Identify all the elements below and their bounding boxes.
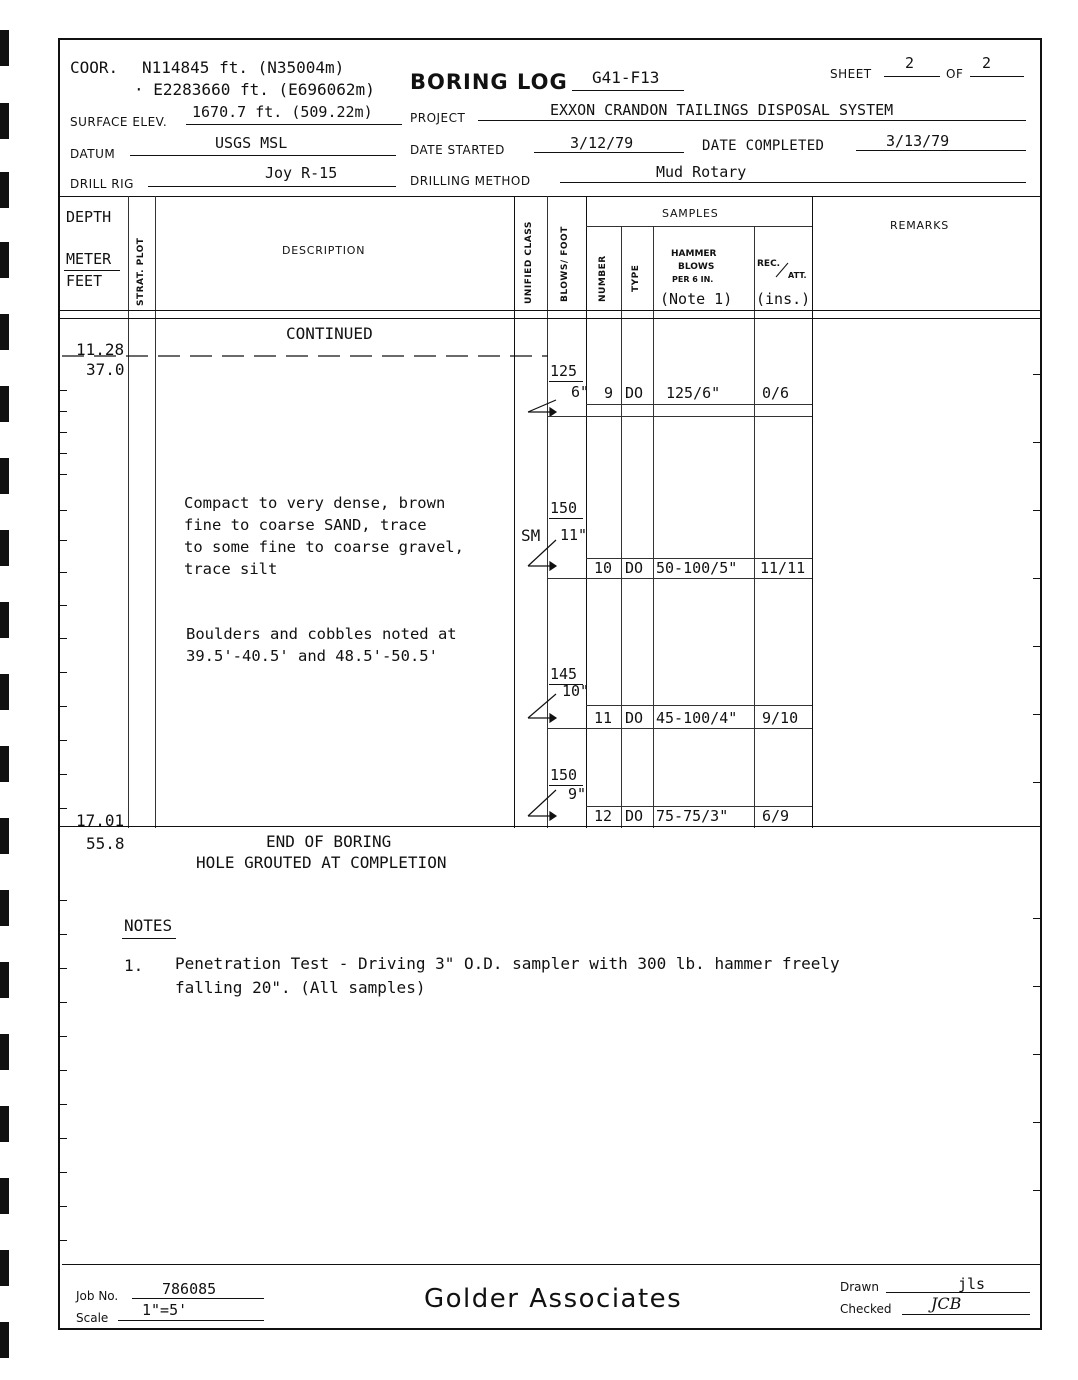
- sheet-total: 2: [982, 54, 992, 72]
- sample-type: DO: [625, 559, 644, 577]
- blows-inches: 11": [560, 526, 588, 544]
- blows-inches: 10": [562, 682, 590, 700]
- drawn-initials: jls: [958, 1275, 986, 1293]
- drill-rig: Joy R-15: [265, 164, 338, 182]
- job-number: 786085: [162, 1280, 217, 1298]
- sample-hammer-blows: 75-75/3": [656, 807, 729, 825]
- punch-hole: [0, 602, 9, 638]
- samples-header: SAMPLES: [662, 207, 719, 220]
- sample-recovery: 6/9: [762, 807, 790, 825]
- date-completed: 3/13/79: [886, 132, 950, 150]
- project-name: EXXON CRANDON TAILINGS DISPOSAL SYSTEM: [550, 101, 894, 119]
- checked-signature: [928, 1291, 980, 1315]
- drill-rig-label: DRILL RIG: [70, 177, 134, 191]
- datum: USGS MSL: [215, 134, 288, 152]
- punch-hole: [0, 172, 9, 208]
- coor-east: · E2283660 ft. (E696062m): [134, 80, 375, 99]
- scale-label: Scale: [76, 1311, 109, 1325]
- notes-heading: NOTES: [124, 916, 173, 935]
- blows-value: 145: [550, 665, 578, 683]
- bottom-depth-feet: 55.8: [86, 834, 125, 853]
- top-depth-meter: 11.28: [76, 340, 125, 359]
- hammer-header: HAMMER: [671, 249, 717, 259]
- drilling-method-label: DRILLING METHOD: [410, 174, 531, 188]
- per-6in-header: PER 6 IN.: [672, 275, 714, 284]
- unified-class-value: SM: [521, 526, 541, 545]
- project-label: PROJECT: [410, 111, 466, 125]
- datum-label: DATUM: [70, 147, 116, 161]
- scale-value: 1"=5': [142, 1301, 188, 1319]
- meter-header: METER: [66, 250, 112, 268]
- blows-value: 125: [550, 362, 578, 380]
- company-name: Golder Associates: [424, 1284, 683, 1314]
- boring-id: G41-F13: [592, 68, 660, 87]
- blows-value: 150: [550, 766, 578, 784]
- blows-inches: 9": [568, 785, 587, 803]
- date-started: 3/12/79: [570, 134, 634, 152]
- rec-units: (ins.): [756, 290, 811, 308]
- punch-hole: [0, 103, 9, 139]
- blows-per-foot-header: BLOWS/ FOOT: [560, 226, 570, 302]
- hammer-note: (Note 1): [660, 290, 733, 308]
- log-title: BORING LOG: [410, 70, 568, 94]
- sample-hammer-blows: 45-100/4": [656, 709, 738, 727]
- bottom-depth-meter: 17.01: [76, 811, 125, 830]
- type-header: TYPE: [631, 264, 641, 292]
- punch-hole: [0, 458, 9, 494]
- note-line-1: Penetration Test - Driving 3" O.D. sampler with 300 lb. hammer freely: [175, 954, 840, 973]
- strat-plot-header: STRAT. PLOT: [136, 237, 146, 306]
- description-header: DESCRIPTION: [282, 244, 366, 257]
- coor-north: N114845 ft. (N35004m): [142, 58, 345, 77]
- date-completed-label: DATE COMPLETED: [702, 138, 825, 154]
- coor-label: COOR.: [70, 58, 119, 77]
- sample-hammer-blows: 50-100/5": [656, 559, 738, 577]
- rec-header: REC.: [757, 259, 781, 269]
- sample-number: 12: [594, 807, 613, 825]
- sample-pointers: [526, 390, 586, 830]
- punch-hole: [0, 1178, 9, 1214]
- top-depth-feet: 37.0: [86, 360, 125, 379]
- depth-header: DEPTH: [66, 208, 112, 226]
- punch-hole: [0, 1106, 9, 1142]
- att-header: ATT.: [788, 271, 807, 280]
- surface-elev: 1670.7 ft. (509.22m): [192, 103, 373, 121]
- end-of-boring: END OF BORING: [266, 832, 392, 851]
- sample-number: 10: [594, 559, 613, 577]
- punch-hole: [0, 1034, 9, 1070]
- job-label: Job No.: [76, 1289, 119, 1303]
- punch-hole: [0, 674, 9, 710]
- number-header: NUMBER: [598, 255, 608, 302]
- sample-type: DO: [625, 709, 644, 727]
- punch-hole: [0, 962, 9, 998]
- sample-hammer-blows: 125/6": [666, 384, 721, 402]
- hole-grouted: HOLE GROUTED AT COMPLETION: [196, 853, 447, 872]
- surface-elev-label: SURFACE ELEV.: [70, 115, 168, 129]
- date-started-label: DATE STARTED: [410, 143, 505, 157]
- rec-att-slash: [774, 262, 790, 278]
- description-boulders: Boulders and cobbles noted at 39.5'-40.5' and 48.5'-50.5': [186, 625, 457, 665]
- punch-hole: [0, 30, 9, 66]
- sample-number: 11: [594, 709, 613, 727]
- note-number: 1.: [124, 956, 144, 975]
- sample-type: DO: [625, 384, 644, 402]
- sample-recovery: 11/11: [760, 559, 806, 577]
- blows-header: BLOWS: [678, 262, 715, 272]
- sheet-label: SHEET: [830, 67, 872, 81]
- punch-hole: [0, 386, 9, 422]
- blows-inches: 6": [571, 383, 590, 401]
- sheet-number: 2: [905, 54, 915, 72]
- continued-label: CONTINUED: [286, 324, 373, 343]
- punch-hole: [0, 1250, 9, 1286]
- of-label: OF: [946, 67, 964, 81]
- drawn-label: Drawn: [840, 1280, 879, 1294]
- stratum-boundary: [62, 354, 548, 358]
- punch-hole: [0, 314, 9, 350]
- sample-recovery: 0/6: [762, 384, 790, 402]
- punch-hole: [0, 818, 9, 854]
- punch-hole: [0, 242, 9, 278]
- checked-label: Checked: [840, 1302, 892, 1316]
- sample-type: DO: [625, 807, 644, 825]
- svg-text:JCB: JCB: [931, 1294, 962, 1313]
- punch-hole: [0, 890, 9, 926]
- punch-hole: [0, 530, 9, 566]
- punch-hole: [0, 746, 9, 782]
- remarks-header: REMARKS: [890, 219, 950, 232]
- blows-value: 150: [550, 499, 578, 517]
- sample-number: 9: [604, 384, 614, 402]
- unified-class-header: UNIFIED CLASS: [524, 221, 534, 304]
- feet-header: FEET: [66, 272, 103, 290]
- description-main: Compact to very dense, brown fine to coarse SAND, trace to some fine to coarse gravel, trace silt: [184, 494, 464, 578]
- sample-recovery: 9/10: [762, 709, 799, 727]
- punch-hole: [0, 1322, 9, 1358]
- drilling-method: Mud Rotary: [656, 163, 747, 181]
- note-line-2: falling 20". (All samples): [175, 978, 426, 997]
